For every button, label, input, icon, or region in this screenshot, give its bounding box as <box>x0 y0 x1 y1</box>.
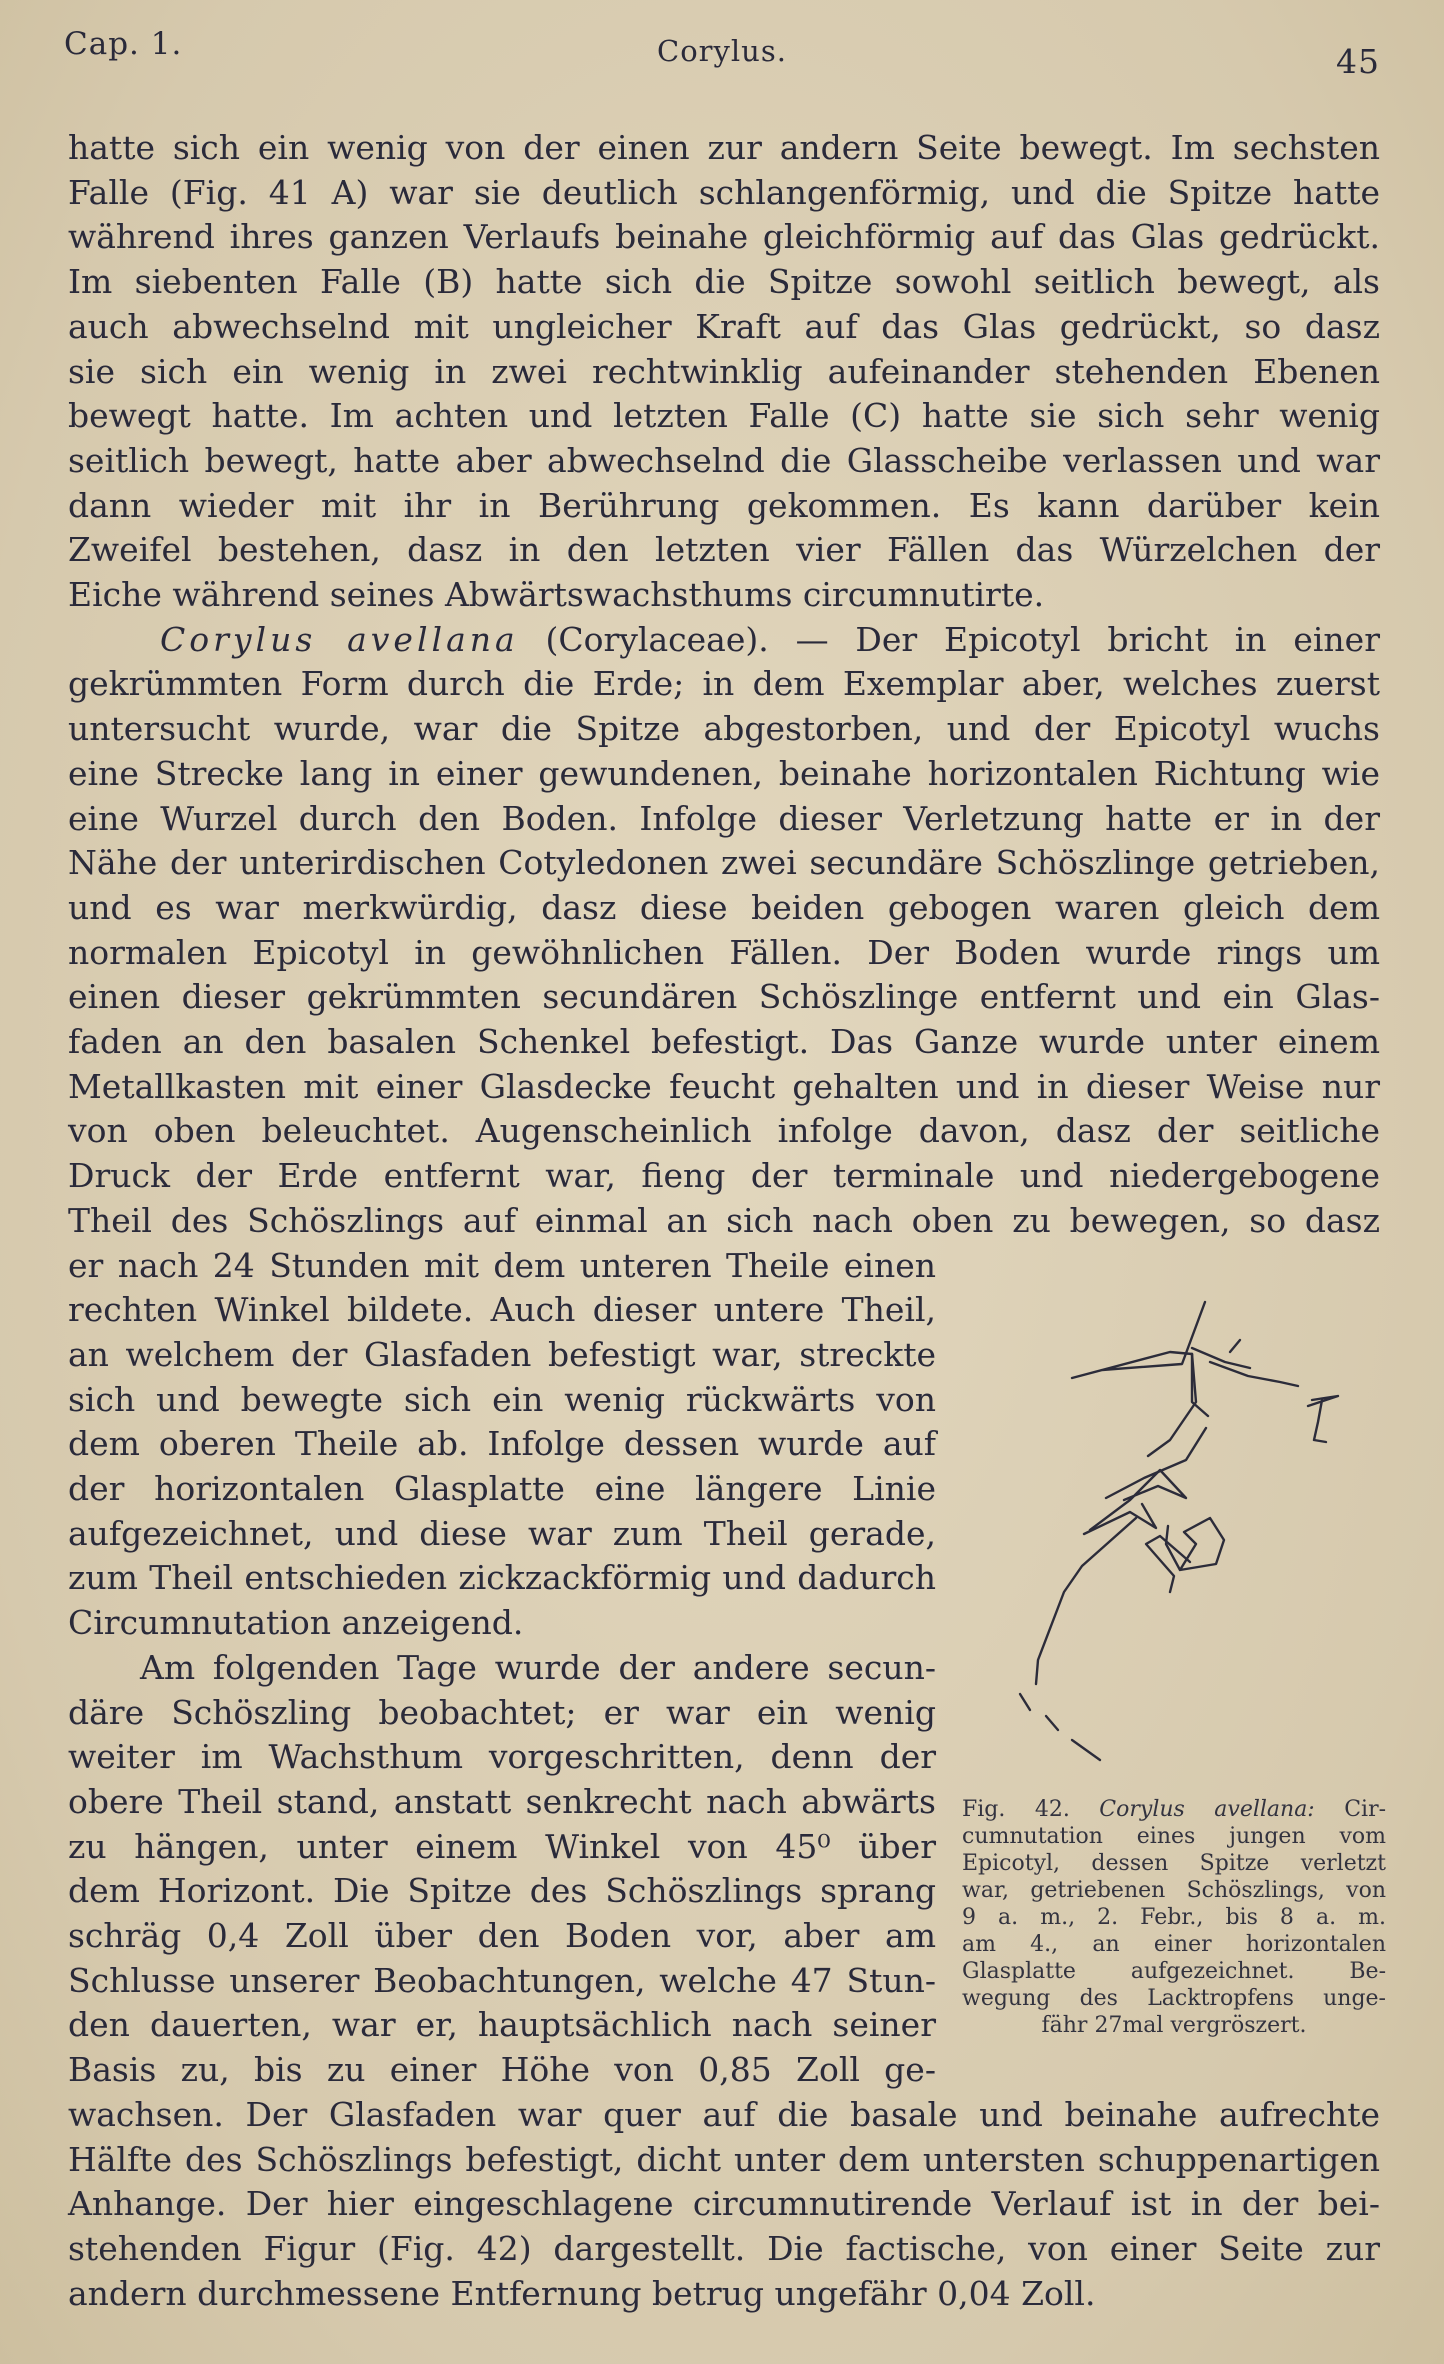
text-line: däre Schöszling beobachtet; er war ein wenig <box>68 1692 936 1732</box>
text-line: von oben beleuchtet. Augenscheinlich infolge davon, dasz der seitliche <box>68 1111 1380 1151</box>
text-line: dem oberen Theile ab. Infolge dessen wurde auf <box>68 1424 936 1464</box>
text-line: seitlich bewegt, hatte aber abwechselnd die Glasscheibe verlassen und war <box>68 440 1380 480</box>
running-head-chapter: Cap. 1. <box>64 26 183 62</box>
text-line: an welchem der Glasfaden befestigt war, streckte <box>68 1334 936 1374</box>
text-line: bewegt hatte. Im achten und letzten Falle (C) hatte sie sich sehr wenig <box>68 396 1380 436</box>
text-line: Falle (Fig. 41 A) war sie deutlich schlangenförmig, und die Spitze hatte <box>68 172 1380 212</box>
text-line: Metallkasten mit einer Glasdecke feucht gehalten und in dieser Weise nur <box>68 1066 1380 1106</box>
text-line: Nähe der unterirdischen Cotyledonen zwei secundäre Schöszlinge getrieben, <box>68 843 1380 883</box>
text-line: er nach 24 Stunden mit dem unteren Theile einen <box>68 1245 936 1285</box>
nutation-trace-segment <box>1020 1694 1030 1710</box>
caption-line: Epicotyl, dessen Spitze verletzt <box>962 1851 1386 1876</box>
caption-line: war, getriebenen Schöszlings, von <box>962 1878 1386 1903</box>
text-line: gekrümmten Form durch die Erde; in dem Exemplar aber, welches zuerst <box>68 664 1380 704</box>
text-line: zum Theil entschieden zickzackförmig und dadurch <box>68 1558 936 1598</box>
caption-line: fähr 27mal vergröszert. <box>1041 2013 1307 2038</box>
text-line: während ihres ganzen Verlaufs beinahe gleichförmig auf das Glas gedrückt. <box>68 217 1380 257</box>
paragraph-start <box>68 620 1380 660</box>
text-line: rechten Winkel bildete. Auch dieser untere Theil, <box>68 1290 936 1330</box>
nutation-trace-segment <box>1314 1400 1326 1442</box>
text-line: sich und bewegte sich ein wenig rückwärts von <box>68 1379 936 1419</box>
nutation-trace-segment <box>1072 1740 1100 1760</box>
caption-line: Cir- <box>1344 1797 1387 1822</box>
page-number: 45 <box>1336 42 1380 81</box>
text-line: hatte sich ein wenig von der einen zur andern Seite bewegt. Im sechsten <box>68 128 1380 167</box>
text-line: weiter im Wachsthum vorgeschritten, denn der <box>68 1737 936 1777</box>
caption-line: 9 a. m., 2. Febr., bis 8 a. m. <box>962 1905 1386 1930</box>
text-line: Zweifel bestehen, dasz in den letzten vier Fällen das Würzelchen der <box>68 530 1380 570</box>
text-line: Anhange. Der hier eingeschlagene circumnutirende Verlauf ist in der bei- <box>68 2184 1380 2224</box>
text-line: aufgezeichnet, und diese war zum Theil gerade, <box>68 1513 936 1553</box>
nutation-trace-segment <box>1046 1716 1058 1730</box>
text-line: den dauerten, war er, hauptsächlich nach seiner <box>68 2005 936 2045</box>
circumnutation-figure <box>960 1290 1400 1790</box>
nutation-trace-segment <box>1036 1518 1136 1684</box>
text-line: dem Horizont. Die Spitze des Schöszlings sprang <box>68 1871 936 1911</box>
text-line: Am folgenden Tage wurde der andere secun- <box>140 1647 936 1687</box>
text-line: obere Theil stand, anstatt senkrecht nach abwärts <box>68 1781 936 1821</box>
caption-line: wegung des Lacktropfens unge- <box>962 1986 1386 2011</box>
nutation-trace-segment <box>1230 1340 1240 1352</box>
nutation-trace-segment <box>1072 1302 1205 1378</box>
text-line: sie sich ein wenig in zwei rechtwinklig aufeinander stehenden Ebenen <box>68 351 1380 391</box>
text-line: zu hängen, unter einem Winkel von 45⁰ über <box>68 1826 936 1866</box>
text-line: faden an den basalen Schenkel befestigt. Das Ganze wurde unter einem <box>68 1022 1380 1061</box>
text-line: Hälfte des Schöszlings befestigt, dicht unter dem untersten schuppenartigen <box>68 2139 1380 2179</box>
text-line: Eiche während seines Abwärtswachsthums circumnutirte. <box>68 575 1045 614</box>
text-line: eine Strecke lang in einer gewundenen, beinahe horizontalen Richtung wie <box>68 753 1380 793</box>
nutation-trace-segment <box>1210 1362 1298 1386</box>
text-line: Basis zu, bis zu einer Höhe von 0,85 Zoll ge- <box>68 2050 936 2090</box>
text-line: einen dieser gekrümmten secundären Schöszlinge entfernt und ein Glas- <box>68 977 1380 1017</box>
text-line: eine Wurzel durch den Boden. Infolge dieser Verletzung hatte er in der <box>68 798 1380 838</box>
caption-line: am 4., an einer horizontalen <box>962 1932 1386 1957</box>
caption-line: Glasplatte aufgezeichnet. Be- <box>962 1959 1386 1984</box>
text-line: der horizontalen Glasplatte eine längere Linie <box>68 1469 936 1508</box>
species-name: Corylus avellana <box>160 619 519 659</box>
nutation-trace-segment <box>1166 1518 1224 1570</box>
text-line: und es war merkwürdig, dasz diese beiden gebogen waren gleich dem <box>68 887 1380 927</box>
figure-caption <box>962 1796 1386 2039</box>
text-line: schräg 0,4 Zoll über den Boden vor, aber am <box>68 1916 936 1955</box>
text-line: Theil des Schöszlings auf einmal an sich nach oben zu bewegen, so dasz <box>68 1200 1380 1240</box>
text-line: normalen Epicotyl in gewöhnlichen Fällen. Der Boden wurde rings um <box>68 932 1380 972</box>
paragraph-text: (Corylaceae). — Der Epicotyl bricht in einer <box>545 619 1380 659</box>
caption-label: Fig. 42. <box>962 1797 1070 1822</box>
text-line: Im siebenten Falle (B) hatte sich die Spitze sowohl seitlich bewegt, als <box>68 262 1380 302</box>
caption-line: cumnutation eines jungen vom <box>962 1824 1386 1849</box>
caption-species: Corylus avellana: <box>1099 1797 1315 1822</box>
running-head-title: Corylus. <box>657 34 787 68</box>
text-line: Druck der Erde entfernt war, fieng der terminale und niedergebogene <box>68 1156 1380 1196</box>
text-line: Schlusse unserer Beobachtungen, welche 47 Stun- <box>68 1960 936 2000</box>
nutation-trace-segment <box>1148 1354 1196 1456</box>
text-line: auch abwechselnd mit ungleicher Kraft auf das Glas gedrückt, so dasz <box>68 306 1380 346</box>
text-line: Circumnutation anzeigend. <box>68 1603 524 1643</box>
text-line: wachsen. Der Glasfaden war quer auf die basale und beinahe aufrechte <box>68 2094 1380 2134</box>
text-line: stehenden Figur (Fig. 42) dargestellt. Die factische, von einer Seite zur <box>68 2228 1380 2268</box>
nutation-trace-segment <box>1090 1470 1186 1530</box>
text-line: dann wieder mit ihr in Berührung gekommen. Es kann darüber kein <box>68 485 1380 525</box>
text-line: untersucht wurde, war die Spitze abgestorben, und der Epicotyl wuchs <box>68 709 1380 749</box>
text-line: andern durchmessene Entfernung betrug ungefähr 0,04 Zoll. <box>68 2273 1096 2313</box>
